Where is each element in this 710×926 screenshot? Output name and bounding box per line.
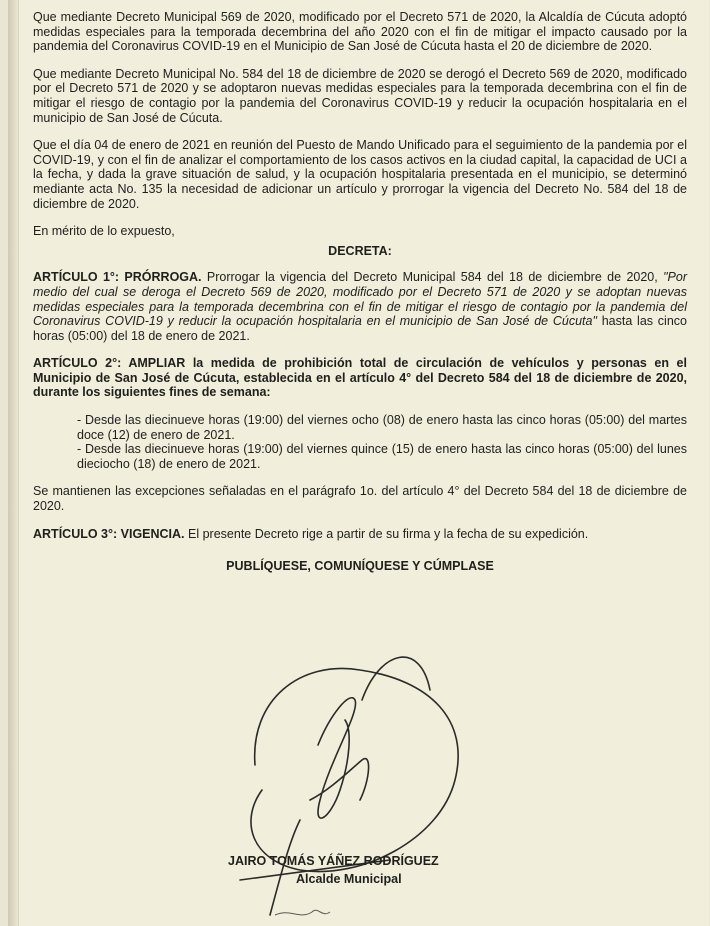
scan-edge [8, 0, 18, 926]
paragraph-considerando-1: Que mediante Decreto Municipal 569 de 2020, modificado por el Decreto 571 de 2020, la Alcaldía de Cúcuta adoptó medidas especiales para la temporada decembrina del año 2020 con el fin de mitigar el impacto causado por la pandemia del Coronavirus COVID-19 en el Municipio de San José de Cúcuta hasta el 20 de diciembre de 2020. [33, 10, 687, 54]
excepciones-text: Se mantienen las excepciones señaladas en el parágrafo 1o. del artículo 4° del Decreto 584 del 18 de diciembre de 2020. [33, 484, 687, 514]
document-page [18, 0, 709, 926]
articulo-1-text-a: Prorrogar la vigencia del Decreto Municipal 584 del 18 de diciembre de 2020, [201, 270, 664, 285]
weekend-list [77, 413, 687, 471]
articulo-2-heading: ARTÍCULO 2°: AMPLIAR [33, 356, 186, 371]
articulo-3-heading: ARTÍCULO 3°: VIGENCIA. [33, 526, 185, 541]
articulo-1-heading: ARTÍCULO 1°: PRÓRROGA. [33, 270, 202, 285]
articulo-2 [33, 356, 687, 400]
articulo-1-quote: "Por medio del cual se deroga el Decreto 569 de 2020, modificado por el Decreto 571 de 2020 y se adoptan nuevas medidas especiales para la temporada decembrina con el fin de mitigar el riesgo de contagio por la pandemia del Coronavirus COVID-19 y reducir la ocupación hospitalaria en el municipio de San José de Cúcuta" [33, 270, 687, 329]
articulo-2-text: la medida de prohibición total de circulación de vehículos y personas en el Municipio de San José de Cúcuta, establecida en el artículo 4° del Decreto 584 del 18 de diciembre de 2020, durante los siguientes fines de semana: [33, 356, 687, 400]
articulo-1 [33, 270, 687, 343]
document-body [33, 10, 687, 574]
closing-formula: PUBLÍQUESE, COMUNÍQUESE Y CÚMPLASE [226, 559, 494, 574]
paragraph-considerando-3: Que el día 04 de enero de 2021 en reunión del Puesto de Mando Unificado para el seguimiento de la pandemia por el COVID-19, y con el fin de analizar el comportamiento de los casos activos en la ciudad capital, la capacidad de UCI a la fecha, y dada la grave situación de salud, y la ocupación hospitalaria presentada en el municipio, se determinó mediante acta No. 135 la necesidad de adicionar un artículo y prorrogar la vigencia del Decreto No. 584 del 18 de diciembre de 2020. [33, 138, 687, 211]
signer-name: JAIRO TOMÁS YÁÑEZ RODRÍGUEZ [228, 854, 439, 868]
signer-role: Alcalde Municipal [296, 872, 402, 886]
merito-text: En mérito de lo expuesto, [33, 224, 175, 239]
articulo-1-text-b: hasta las cinco horas (05:00) del 18 de enero de 2021. [33, 314, 687, 343]
list-item: - Desde las diecinueve horas (19:00) del viernes quince (15) de enero hasta las cinco horas (05:00) del lunes dieciocho (18) de enero de 2021. [77, 442, 687, 471]
paragraph-considerando-2: Que mediante Decreto Municipal No. 584 del 18 de diciembre de 2020 se derogó el Decreto 569 de 2020, modificado por el Decreto 571 de 2020 y se adoptaron nuevas medidas especiales para la temporada decembrina con el fin de mitigar el riesgo de contagio por la pandemia del Coronavirus COVID-19 y reducir la ocupación hospitalaria en el municipio de San José de Cúcuta. [33, 66, 687, 125]
list-item: - Desde las diecinueve horas (19:00) del viernes ocho (08) de enero hasta las cinco horas (05:00) del martes doce (12) de enero de 2021. [77, 413, 687, 442]
articulo-3 [33, 527, 687, 542]
articulo-3-text: El presente Decreto rige a partir de su firma y la fecha de su expedición. [184, 526, 589, 541]
decreta-heading: DECRETA: [328, 243, 392, 258]
